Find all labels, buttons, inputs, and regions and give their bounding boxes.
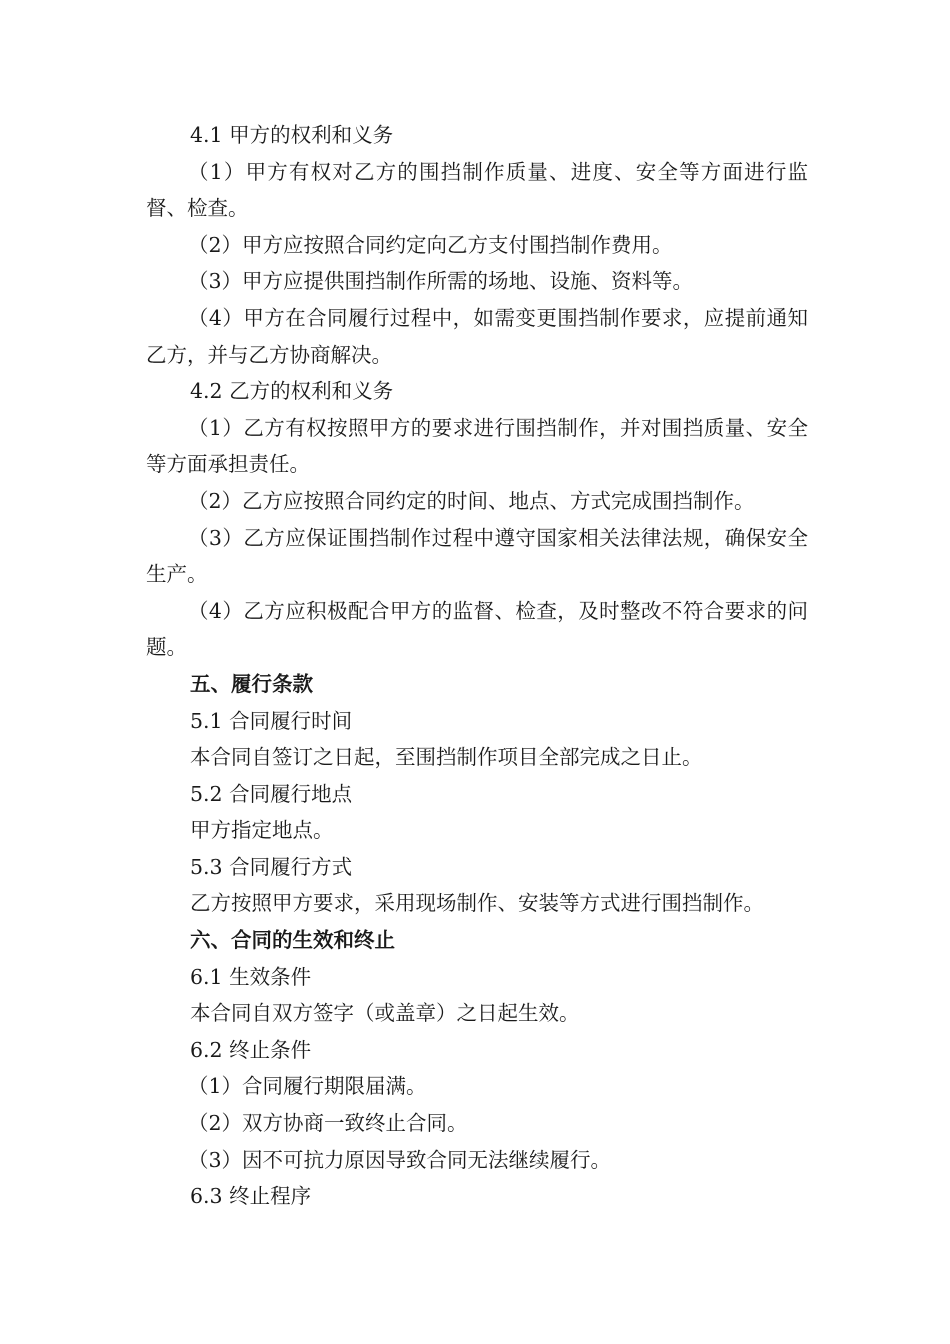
chapter-heading-6: 六、合同的生效和终止 [190,928,395,953]
section-heading-6-3: 6.3 终止程序 [190,1184,312,1209]
clause-paragraph: 甲方指定地点。 [190,818,334,843]
clause-paragraph: （3）甲方应提供围挡制作所需的场地、设施、资料等。 [188,269,694,294]
document-body [146,117,808,1215]
chapter-heading-5: 五、履行条款 [190,671,313,696]
section-heading-5-2: 5.2 合同履行地点 [190,781,353,806]
clause-paragraph: （2）甲方应按照合同约定向乙方支付围挡制作费用。 [188,232,673,257]
section-heading-6-2: 6.2 终止条件 [190,1037,312,1062]
clause-paragraph: （1）甲方有权对乙方的围挡制作质量、进度、安全等方面进行监督、检查。 [146,159,808,221]
clause-paragraph: （4）甲方在合同履行过程中，如需变更围挡制作要求，应提前通知乙方，并与乙方协商解决。 [146,305,808,367]
section-heading-4-2: 4.2 乙方的权利和义务 [190,379,394,404]
clause-paragraph: 本合同自双方签字（或盖章）之日起生效。 [190,1001,580,1026]
section-heading-5-3: 5.3 合同履行方式 [190,854,353,879]
clause-paragraph: （2）双方协商一致终止合同。 [188,1111,468,1136]
section-heading-4-1: 4.1 甲方的权利和义务 [190,123,394,147]
section-heading-5-1: 5.1 合同履行时间 [190,708,353,733]
clause-paragraph: 乙方按照甲方要求，采用现场制作、安装等方式进行围挡制作。 [190,891,764,916]
clause-paragraph: （3）因不可抗力原因导致合同无法继续履行。 [188,1147,612,1172]
clause-paragraph: （3）乙方应保证围挡制作过程中遵守国家相关法律法规，确保安全生产。 [146,525,808,587]
clause-paragraph: （1）乙方有权按照甲方的要求进行围挡制作，并对围挡质量、安全等方面承担责任。 [146,415,808,477]
clause-paragraph: （2）乙方应按照合同约定的时间、地点、方式完成围挡制作。 [188,488,755,513]
section-heading-6-1: 6.1 生效条件 [190,964,312,989]
clause-paragraph: 本合同自签订之日起，至围挡制作项目全部完成之日止。 [190,745,703,770]
clause-paragraph: （1）合同履行期限届满。 [188,1074,427,1099]
clause-paragraph: （4）乙方应积极配合甲方的监督、检查，及时整改不符合要求的问题。 [146,598,808,660]
